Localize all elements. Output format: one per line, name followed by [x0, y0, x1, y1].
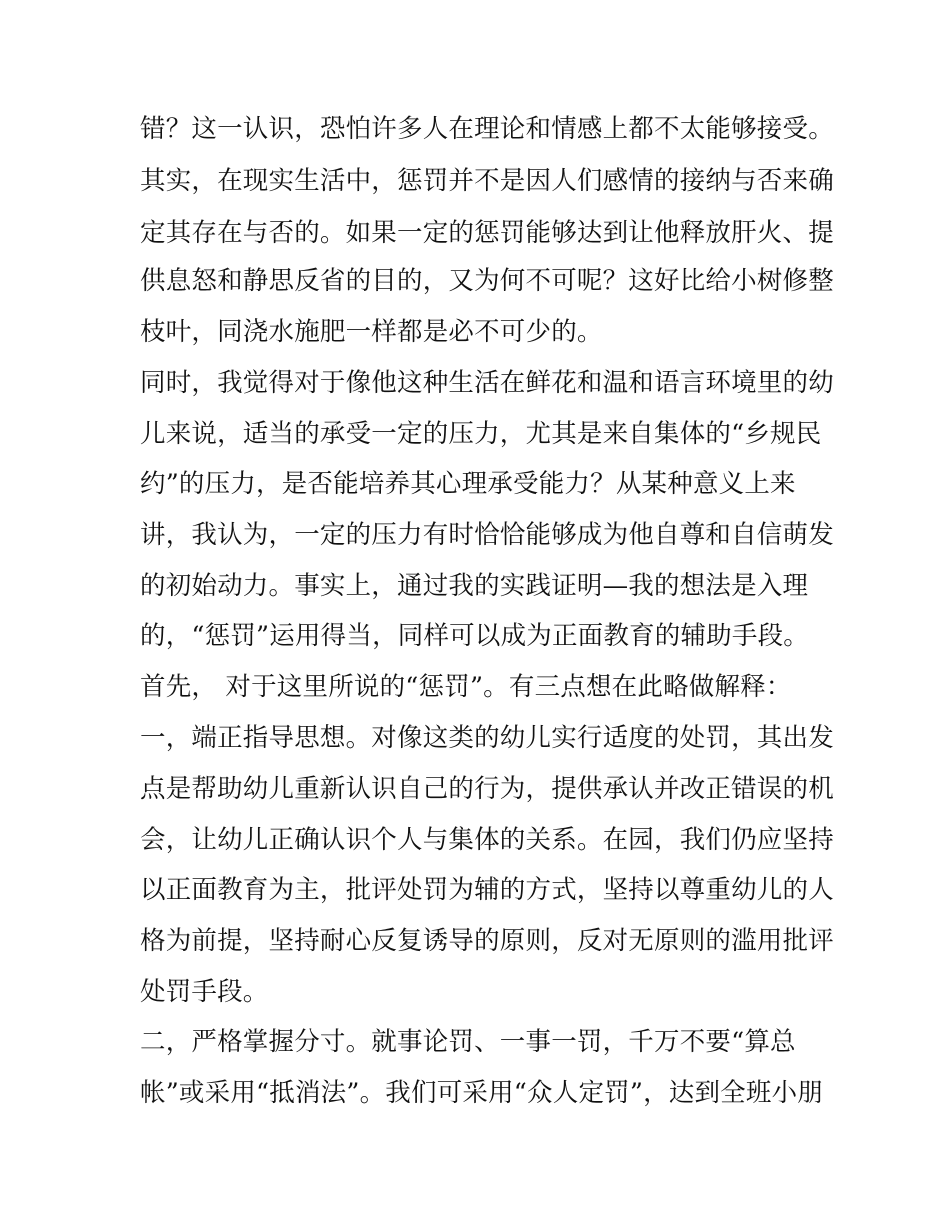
text-line: 格为前提，坚持耐心反复诱导的原则，反对无原则的滥用批评 [140, 926, 834, 956]
text-line: 首先， 对于这里所说的“惩罚”。有三点想在此略做解释： [140, 672, 792, 702]
text-line: 同时，我觉得对于像他这种生活在鲜花和温和语言环境里的幼 [140, 368, 834, 398]
text-line: 讲，我认为，一定的压力有时恰恰能够成为他自尊和自信萌发 [140, 520, 834, 550]
text-line: 供息怒和静思反省的目的，又为何不可呢？这好比给小树修整 [140, 266, 834, 296]
text-line: 二，严格掌握分寸。就事论罚、一事一罚，千万不要“算总 [140, 1027, 796, 1057]
text-line: 一，端正指导思想。对像这类的幼儿实行适度的处罚，其出发 [140, 723, 834, 753]
text-line: 其实，在现实生活中，惩罚并不是因人们感情的接纳与否来确 [140, 166, 834, 196]
text-line: 儿来说，适当的承受一定的压力，尤其是来自集体的“乡规民 [140, 419, 822, 449]
text-line: 枝叶，同浇水施肥一样都是必不可少的。 [140, 317, 603, 347]
text-line: 错？这一认识，恐怕许多人在理论和情感上都不太能够接受。 [140, 114, 834, 144]
text-line: 会，让幼儿正确认识个人与集体的关系。在园，我们仍应坚持 [140, 825, 834, 855]
text-line: 的，“惩罚”运用得当，同样可以成为正面教育的辅助手段。 [140, 621, 809, 651]
text-line: 定其存在与否的。如果一定的惩罚能够达到让他释放肝火、提 [140, 218, 834, 248]
text-line: 帐”或采用“抵消法”。我们可采用“众人定罚”，达到全班小朋 [140, 1078, 823, 1108]
text-line: 的初始动力。事实上，通过我的实践证明—我的想法是入理 [140, 571, 809, 601]
text-line: 处罚手段。 [140, 977, 269, 1007]
text-line: 点是帮助幼儿重新认识自己的行为，提供承认并改正错误的机 [140, 774, 834, 804]
text-line: 约”的压力，是否能培养其心理承受能力？从某种意义上来 [140, 469, 796, 499]
text-line: 以正面教育为主，批评处罚为辅的方式，坚持以尊重幼儿的人 [140, 875, 834, 905]
